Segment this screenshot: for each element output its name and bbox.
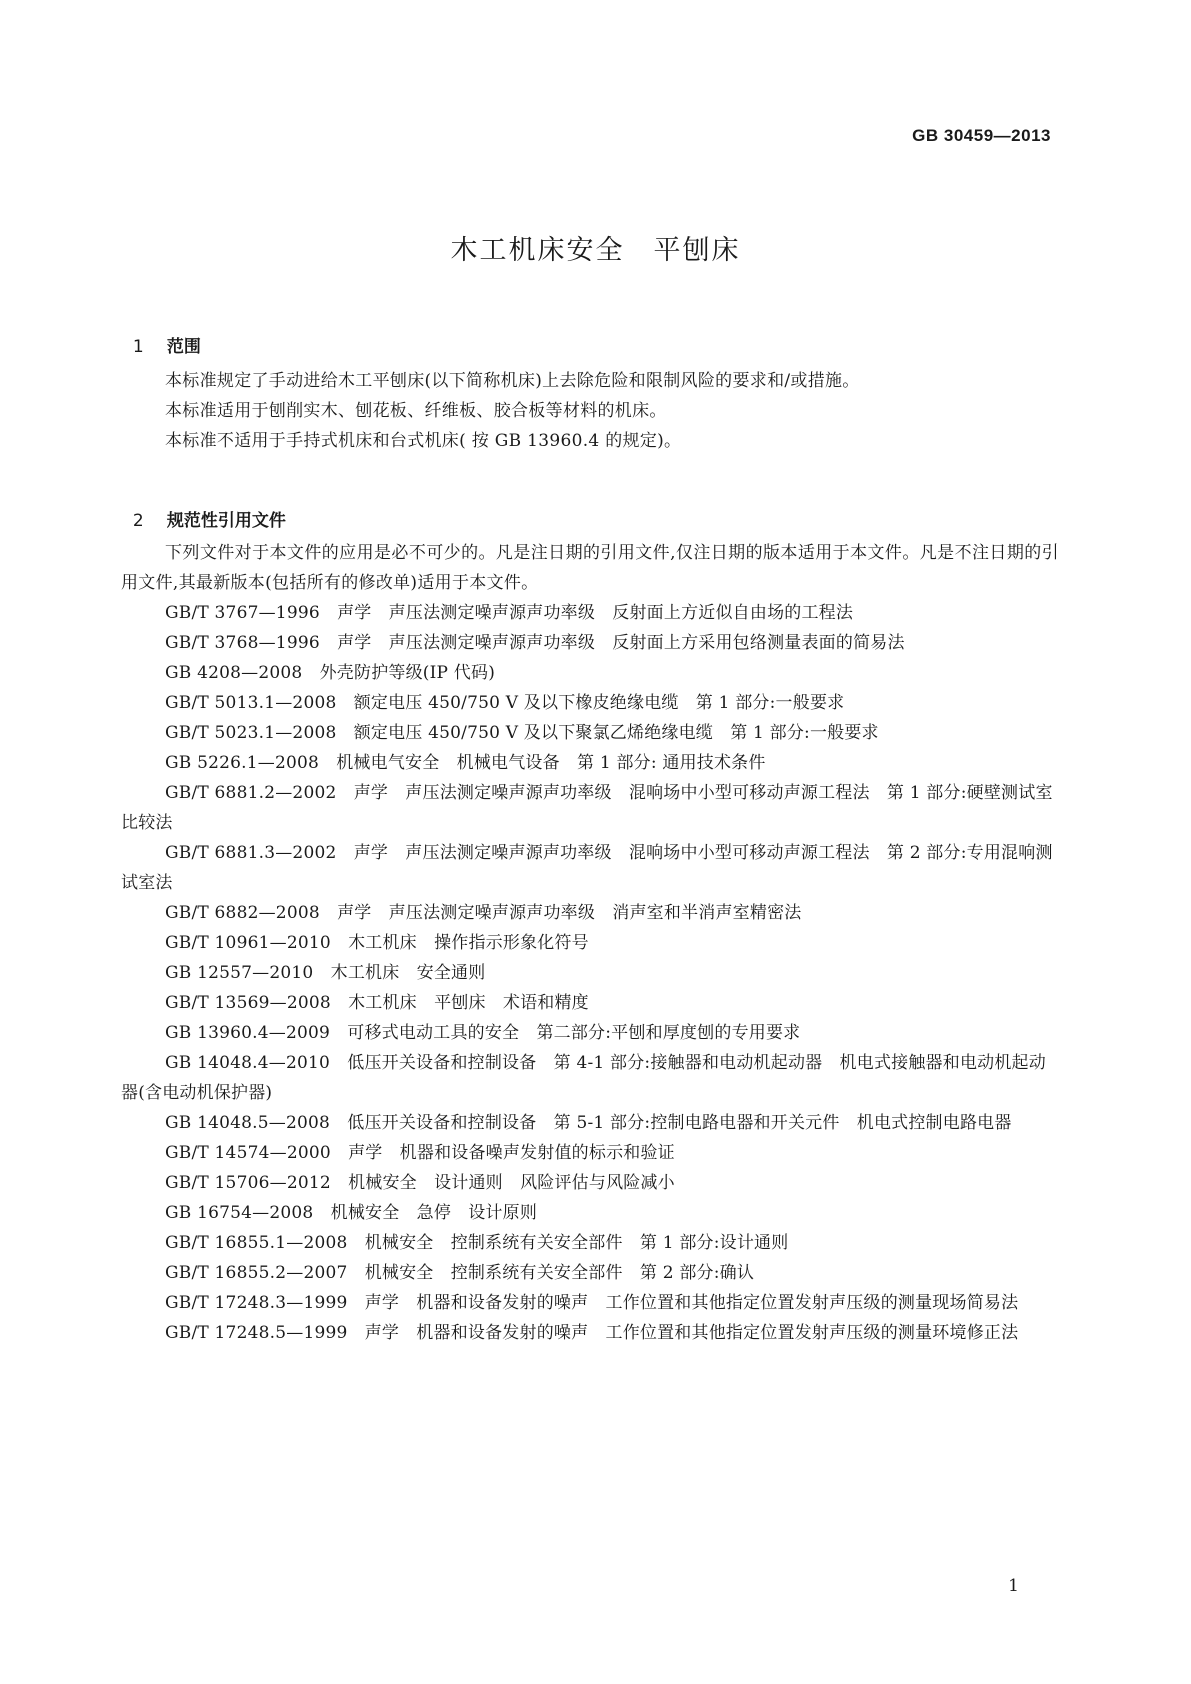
section-1-body: [121, 366, 1059, 456]
reference-item: GB/T 6882—2008 声学 声压法测定噪声源声功率级 消声室和半消声室精密法: [165, 903, 802, 923]
reference-item: GB 14048.4—2010 低压开关设备和控制设备 第 4-1 部分:接触器和电动机起动器 机电式接触器和电动机起动器(含电动机保护器): [121, 1053, 1046, 1103]
paragraph: 本标准规定了手动进给木工平刨床(以下简称机床)上去除危险和限制风险的要求和/或措施。: [165, 371, 860, 391]
reference-item: GB/T 16855.2—2007 机械安全 控制系统有关安全部件 第 2 部分:确认: [165, 1263, 755, 1283]
reference-item: GB 4208—2008 外壳防护等级(IP 代码): [165, 663, 496, 683]
section-title: 范围: [166, 337, 201, 357]
reference-item: GB 5226.1—2008 机械电气安全 机械电气设备 第 1 部分: 通用技术条件: [165, 753, 766, 773]
reference-item: GB/T 17248.3—1999 声学 机器和设备发射的噪声 工作位置和其他指定位置发射声压级的测量现场简易法: [165, 1293, 1019, 1313]
reference-item: GB 14048.5—2008 低压开关设备和控制设备 第 5-1 部分:控制电路电器和开关元件 机电式控制电路电器: [165, 1113, 1012, 1133]
reference-item: GB/T 3768—1996 声学 声压法测定噪声源声功率级 反射面上方采用包络测量表面的简易法: [165, 633, 905, 653]
intro-paragraph: 下列文件对于本文件的应用是必不可少的。凡是注日期的引用文件,仅注日期的版本适用于本文件。凡是不注日期的引用文件,其最新版本(包括所有的修改单)适用于本文件。: [121, 543, 1059, 593]
standard-code: GB 30459—2013: [912, 126, 1051, 145]
section-1-heading: [121, 312, 201, 357]
reference-item: GB/T 16855.1—2008 机械安全 控制系统有关安全部件 第 1 部分:设计通则: [165, 1233, 789, 1253]
reference-item: GB/T 13569—2008 木工机床 平刨床 术语和精度: [165, 993, 589, 1013]
reference-item: GB 16754—2008 机械安全 急停 设计原则: [165, 1203, 538, 1223]
reference-item: GB/T 10961—2010 木工机床 操作指示形象化符号: [165, 933, 589, 953]
section-2-body: [121, 538, 1059, 1348]
reference-item: GB 12557—2010 木工机床 安全通则: [165, 963, 486, 983]
page-number: 1: [1008, 1576, 1019, 1596]
document-title: 木工机床安全 平刨床: [450, 235, 741, 266]
section-2-heading: [121, 486, 286, 531]
paragraph: 本标准适用于刨削实木、刨花板、纤维板、胶合板等材料的机床。: [165, 401, 667, 421]
reference-item: GB/T 14574—2000 声学 机器和设备噪声发射值的标示和验证: [165, 1143, 675, 1163]
section-number: 2: [132, 511, 144, 531]
reference-item: GB/T 3767—1996 声学 声压法测定噪声源声功率级 反射面上方近似自由场的工程法: [165, 603, 854, 623]
reference-item: GB 13960.4—2009 可移式电动工具的安全 第二部分:平刨和厚度刨的专用要求: [165, 1023, 801, 1043]
reference-item: GB/T 17248.5—1999 声学 机器和设备发射的噪声 工作位置和其他指定位置发射声压级的测量环境修正法: [165, 1323, 1019, 1343]
reference-item: GB/T 6881.3—2002 声学 声压法测定噪声源声功率级 混响场中小型可移动声源工程法 第 2 部分:专用混响测试室法: [121, 843, 1053, 893]
reference-item: GB/T 6881.2—2002 声学 声压法测定噪声源声功率级 混响场中小型可移动声源工程法 第 1 部分:硬壁测试室比较法: [121, 783, 1053, 833]
section-number: 1: [132, 337, 144, 357]
reference-item: GB/T 5013.1—2008 额定电压 450/750 V 及以下橡皮绝缘电缆 第 1 部分:一般要求: [165, 693, 845, 713]
paragraph: 本标准不适用于手持式机床和台式机床( 按 GB 13960.4 的规定)。: [165, 431, 682, 451]
reference-list: [121, 598, 1059, 1348]
reference-item: GB/T 5023.1—2008 额定电压 450/750 V 及以下聚氯乙烯绝缘电缆 第 1 部分:一般要求: [165, 723, 879, 743]
reference-item: GB/T 15706—2012 机械安全 设计通则 风险评估与风险减小: [165, 1173, 675, 1193]
section-title: 规范性引用文件: [166, 511, 286, 531]
